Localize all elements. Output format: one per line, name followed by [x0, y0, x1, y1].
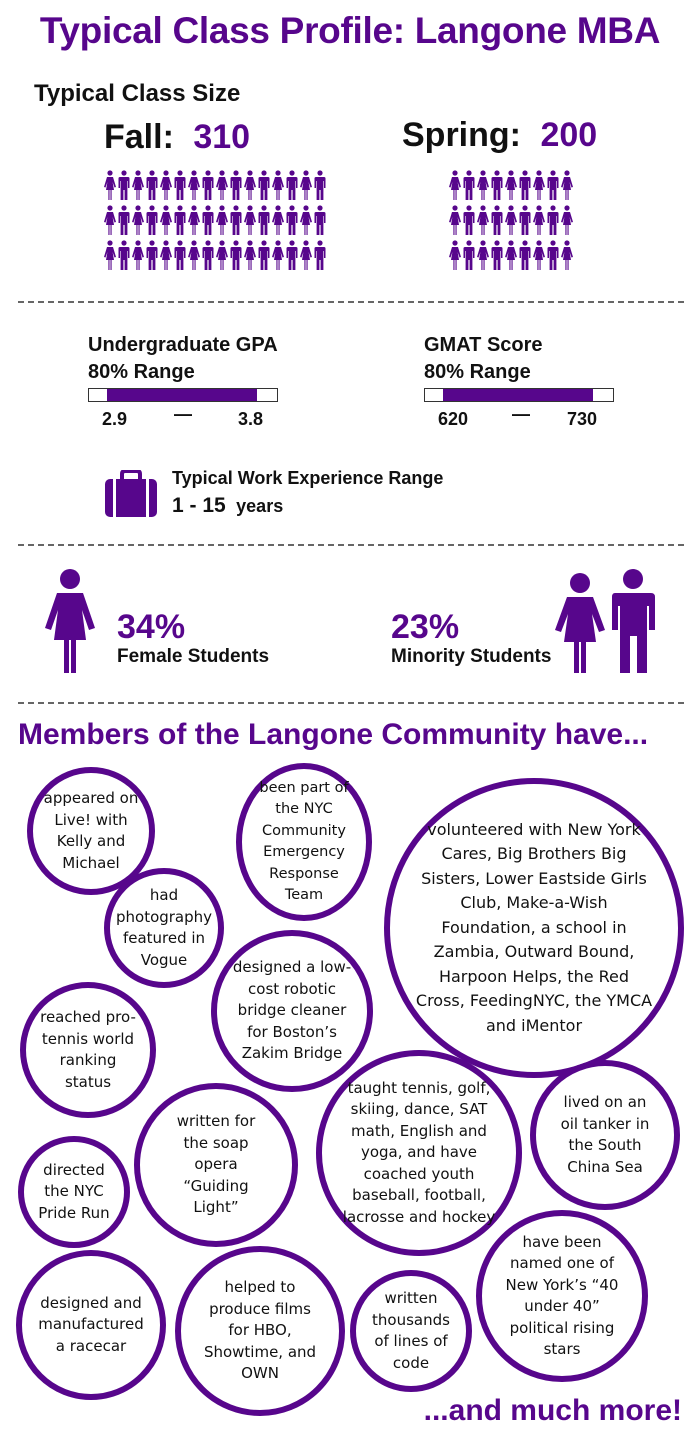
spring-count [402, 116, 597, 155]
achievement-text: directed the NYC Pride Run [38, 1160, 110, 1222]
woman-icon [505, 205, 517, 235]
man-icon [174, 170, 186, 200]
woman-icon [533, 240, 545, 270]
gpa-high: 3.8 [238, 409, 264, 429]
man-icon [547, 170, 559, 200]
female-pct: 34% [117, 608, 186, 646]
people-row [104, 240, 326, 270]
woman-icon [272, 205, 284, 235]
gpa-label [88, 332, 278, 386]
man-icon [146, 240, 158, 270]
woman-icon [216, 170, 228, 200]
gmat-range-bar [424, 388, 614, 402]
achievement-circle [211, 930, 373, 1092]
people-row [449, 205, 573, 235]
woman-icon [104, 205, 116, 235]
gpa-label-line2: 80% Range [88, 361, 195, 383]
woman-icon [561, 205, 573, 235]
man-icon [519, 240, 531, 270]
man-icon [463, 205, 475, 235]
man-icon [286, 170, 298, 200]
woman-icon [104, 170, 116, 200]
achievement-text: written thousands of lines of code [372, 1289, 450, 1372]
female-label: Female Students [117, 646, 270, 667]
achievement-circle [104, 868, 224, 988]
woman-icon [449, 240, 461, 270]
achievement-text: have been named one of New York’s “40 under 40” political rising stars [505, 1232, 619, 1358]
woman-icon [449, 205, 461, 235]
woman-icon [505, 170, 517, 200]
achievement-circle [476, 1210, 648, 1382]
man-icon [258, 170, 270, 200]
man-icon [174, 205, 186, 235]
achievement-text: designed a low-cost robotic bridge cleaner for Boston’s Zakim Bridge [232, 958, 352, 1063]
minority-pct: 23% [391, 608, 460, 646]
man-icon [258, 240, 270, 270]
achievement-circle [236, 763, 372, 921]
achievement-circle [134, 1083, 298, 1247]
fall-count [104, 118, 250, 157]
man-icon [146, 170, 158, 200]
man-icon [118, 170, 130, 200]
gmat-high: 730 [567, 409, 598, 429]
people-row [104, 170, 326, 200]
woman-icon [188, 240, 200, 270]
woman-icon [477, 205, 489, 235]
briefcase-icon [104, 470, 158, 518]
divider [18, 544, 684, 546]
woman-icon [561, 170, 573, 200]
man-icon [519, 170, 531, 200]
achievement-circle [530, 1060, 680, 1210]
and-much-more: ...and much more! [423, 1394, 682, 1427]
man-icon [286, 240, 298, 270]
achievement-circle [316, 1050, 522, 1256]
gpa-range-bar [88, 388, 278, 402]
woman-icon [533, 170, 545, 200]
woman-icon [272, 240, 284, 270]
gmat-label-line2: 80% Range [424, 361, 531, 383]
man-icon [286, 205, 298, 235]
members-heading: Members of the Langone Community have... [18, 718, 649, 751]
man-icon [230, 240, 242, 270]
woman-icon [132, 170, 144, 200]
woman-icon [188, 170, 200, 200]
woman-icon [477, 240, 489, 270]
achievement-text: taught tennis, golf, skiing, dance, SAT math, English and yoga, and have coached youth baseball, football, lacrosse and hockey [342, 1078, 496, 1226]
achievement-text: volunteered with New York Cares, Big Brothers Big Sisters, Lower Eastside Girls Club, Make-a-Wish Foundation, a school in Zambia, Outward Bound, Harpoon Helps, the Red Cross, FeedingNYC, the YMCA and iMentor [415, 819, 653, 1035]
achievement-text: reached pro-tennis world ranking status [40, 1008, 136, 1091]
woman-icon [188, 205, 200, 235]
woman-icon [300, 205, 312, 235]
woman-icon [244, 205, 256, 235]
man-icon [463, 170, 475, 200]
man-icon [547, 205, 559, 235]
couple-icon [553, 568, 657, 674]
man-icon [491, 170, 503, 200]
woman-icon [216, 205, 228, 235]
spring-label: Spring: [402, 116, 521, 154]
woman-icon [160, 240, 172, 270]
people-row [449, 170, 573, 200]
woman-icon [42, 568, 98, 674]
fall-people-icons [104, 170, 326, 275]
achievement-circle [20, 982, 156, 1118]
man-icon [118, 240, 130, 270]
woman-icon [300, 240, 312, 270]
gmat-label [424, 332, 543, 386]
woman-icon [533, 205, 545, 235]
gmat-label-line1: GMAT Score [424, 334, 543, 356]
fall-label: Fall: [104, 118, 174, 156]
achievement-circle [384, 778, 684, 1078]
achievement-circle [16, 1250, 166, 1400]
gpa-range-fill [107, 389, 257, 401]
woman-icon [132, 240, 144, 270]
work-value-line [172, 494, 283, 518]
spring-value: 200 [540, 116, 598, 154]
achievement-text: designed and manufactured a racecar [38, 1293, 144, 1355]
people-row [104, 205, 326, 235]
gmat-low: 620 [438, 409, 469, 429]
divider [18, 702, 684, 704]
woman-icon [272, 170, 284, 200]
work-label: Typical Work Experience Range [172, 468, 444, 488]
man-icon [118, 205, 130, 235]
man-icon [230, 170, 242, 200]
man-icon [519, 205, 531, 235]
man-icon [230, 205, 242, 235]
spring-people-icons [449, 170, 573, 275]
woman-icon [216, 240, 228, 270]
achievement-text: appeared on Live! with Kelly and Michael [43, 789, 139, 872]
man-icon [202, 205, 214, 235]
gmat-dash: — [512, 404, 530, 424]
man-icon [463, 240, 475, 270]
achievement-circle [18, 1136, 130, 1248]
achievement-circle [350, 1270, 472, 1392]
achievement-circle [175, 1246, 345, 1416]
fall-value: 310 [193, 118, 251, 156]
woman-icon [449, 170, 461, 200]
woman-icon [244, 240, 256, 270]
achievement-text: helped to produce films for HBO, Showtime, and OWN [203, 1278, 317, 1383]
woman-icon [132, 205, 144, 235]
gpa-label-line1: Undergraduate GPA [88, 334, 278, 356]
woman-icon [561, 240, 573, 270]
page-title: Typical Class Profile: Langone MBA [39, 10, 661, 51]
minority-label: Minority Students [391, 646, 552, 667]
woman-icon [300, 170, 312, 200]
achievement-text: lived on an oil tanker in the South China Sea [560, 1093, 650, 1176]
woman-icon [160, 170, 172, 200]
man-icon [146, 205, 158, 235]
work-unit: years [236, 496, 284, 516]
man-icon [491, 205, 503, 235]
woman-icon [244, 170, 256, 200]
gpa-dash: — [174, 404, 192, 424]
woman-icon [104, 240, 116, 270]
work-value: 1 - 15 [172, 494, 226, 517]
man-icon [491, 240, 503, 270]
man-icon [202, 240, 214, 270]
man-icon [547, 240, 559, 270]
achievement-text: had photography featured in Vogue [115, 886, 213, 969]
class-size-heading: Typical Class Size [34, 80, 241, 107]
man-icon [174, 240, 186, 270]
man-icon [202, 170, 214, 200]
woman-icon [160, 205, 172, 235]
man-icon [258, 205, 270, 235]
divider [18, 301, 684, 303]
achievement-text: written for the soap opera “Guiding Light” [176, 1112, 256, 1217]
woman-icon [477, 170, 489, 200]
gmat-range-fill [443, 389, 593, 401]
woman-icon [505, 240, 517, 270]
man-icon [314, 205, 326, 235]
people-row [449, 240, 573, 270]
achievement-text: been part of the NYC Community Emergency Response Team [259, 779, 349, 903]
gpa-low: 2.9 [102, 409, 128, 429]
man-icon [314, 240, 326, 270]
man-icon [314, 170, 326, 200]
